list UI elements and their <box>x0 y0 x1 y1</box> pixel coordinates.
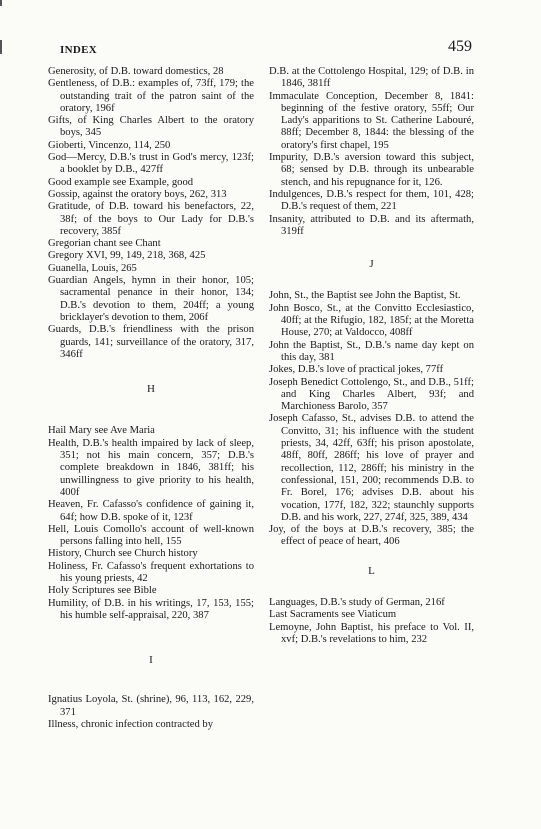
index-entry: Good example see Example, good <box>48 176 194 188</box>
index-entry: Gregorian chant see Chant <box>48 238 161 250</box>
section-letter: H <box>147 383 155 396</box>
index-entry: Gentleness, of D.B.: examples of, 73ff, 179; the outstanding trait of the patron saint of the oratory, 196f <box>48 78 254 114</box>
index-entry: Gregory XVI, 99, 149, 218, 368, 425 <box>48 250 206 262</box>
index-entry: Last Sacraments see Viaticum <box>269 609 397 621</box>
index-entry: Generosity, of D.B. toward domestics, 28 <box>48 66 224 77</box>
index-entry: Joseph Cafasso, St., advises D.B. to attend the Convitto, 31; his influence with the student priests, 34, 42ff, 63ff; his prison apostolate, 48ff, 80ff, 286ff; his love of prayer and recollection, 112, 286ff; his ministry in the confessional, 151, 200; recommends D.B. to Fr. Borel, 176; advises D.B. about his vocation, 177f, 182, 322; staunchly supports D.B. and his work, 227, 274f, 325, 389, 434 <box>269 413 474 523</box>
index-entry: Immaculate Conception, December 8, 1841: beginning of the festive oratory, 55ff; Our Lady's apparitions to St. Catherine Labouré, 88ff; December 8, 1844: the blessing of the oratory's first chapel, 195 <box>269 90 474 151</box>
page-edge-mark <box>0 0 2 6</box>
section-letter: L <box>368 564 375 577</box>
index-entry: John, St., the Baptist see John the Baptist, St. <box>269 290 461 302</box>
index-entry: D.B. at the Cottolengo Hospital, 129; of D.B. in 1846, 381ff <box>269 66 474 90</box>
index-entry: Lemoyne, John Baptist, his preface to Vol. II, xvf; D.B.'s revelations to him, 232 <box>269 621 474 645</box>
index-entry: Illness, chronic infection contracted by <box>48 719 214 731</box>
index-entry: Health, D.B.'s health impaired by lack of sleep, 351; not his main concern, 357; D.B.'s complete breakdown in 1846, 381ff; his unwillingness to give priority to his health, 400f <box>48 437 254 498</box>
index-entry: Gifts, of King Charles Albert to the oratory boys, 345 <box>48 115 254 139</box>
index-entry: Joseph Benedict Cottolengo, St., and D.B., 51ff; and King Charles Albert, 93f; and Marchioness Barolo, 357 <box>269 376 474 413</box>
index-entry: Indulgences, D.B.'s respect for them, 101, 428; D.B.'s request of them, 221 <box>269 188 474 213</box>
section-letter: I <box>149 654 153 667</box>
index-entry: Hail Mary see Ave Maria <box>48 425 155 437</box>
running-head: INDEX <box>60 44 97 56</box>
index-entry: Gossip, against the oratory boys, 262, 313 <box>48 188 227 200</box>
index-entry: Heaven, Fr. Cafasso's confidence of gaining it, 64f; how D.B. spoke of it, 123f <box>48 499 254 523</box>
index-column-right <box>269 66 474 646</box>
index-entry: Insanity, attributed to D.B. and its aftermath, 319ff <box>269 213 474 237</box>
index-entry: Gioberti, Vincenzo, 114, 250 <box>48 139 171 151</box>
page-number: 459 <box>448 38 472 55</box>
section-letter: J <box>369 258 374 271</box>
index-entry: Guanella, Louis, 265 <box>48 262 137 274</box>
index-entry: Joy, of the boys at D.B.'s recovery, 385; the effect of peace of heart, 406 <box>269 524 474 548</box>
index-entry: John the Baptist, St., D.B.'s name day kept on this day, 381 <box>269 339 474 363</box>
index-entry: Humility, of D.B. in his writings, 17, 153, 155; his humble self-appraisal, 220, 387 <box>48 597 254 621</box>
index-entry: History, Church see Church history <box>48 548 198 560</box>
index-entry: Guardian Angels, hymn in their honor, 105; sacramental penance in their honor, 134; D.B.'s devotion to them, 204ff; a young bricklayer's devotion to them, 206f <box>48 275 254 323</box>
index-entry: Impurity, D.B.'s aversion toward this subject, 68; sensed by D.B. through its unbearable stench, and his repugnance for it, 126. <box>269 152 474 188</box>
index-entry: Hell, Louis Comollo's account of well-known persons falling into hell, 155 <box>48 523 254 548</box>
index-entry: Holiness, Fr. Cafasso's frequent exhortations to his young priests, 42 <box>48 560 254 584</box>
index-entry: Jokes, D.B.'s love of practical jokes, 77ff <box>269 364 444 376</box>
page-header <box>60 38 472 62</box>
index-column-left <box>48 66 254 731</box>
index-entry: Guards, D.B.'s friendliness with the prison guards, 141; surveillance of the oratory, 317, 346ff <box>48 324 254 360</box>
index-entry: God—Mercy, D.B.'s trust in God's mercy, 123f; a booklet by D.B., 427ff <box>48 152 254 176</box>
index-entry: Holy Scriptures see Bible <box>48 585 157 597</box>
index-entry: Languages, D.B.'s study of German, 216f <box>269 596 445 608</box>
index-entry: Gratitude, of D.B. toward his benefactors, 22, 38f; of the boys to Our Lady for D.B.'s recovery, 385f <box>48 201 254 237</box>
index-entry: Ignatius Loyola, St. (shrine), 96, 113, 162, 229, 371 <box>48 694 254 718</box>
page-edge-mark <box>0 40 2 54</box>
index-entry: John Bosco, St., at the Convitto Ecclesiastico, 40ff; at the Rifugio, 182, 185f; at the Moretta House, 270; at Valdocco, 408ff <box>269 302 474 339</box>
